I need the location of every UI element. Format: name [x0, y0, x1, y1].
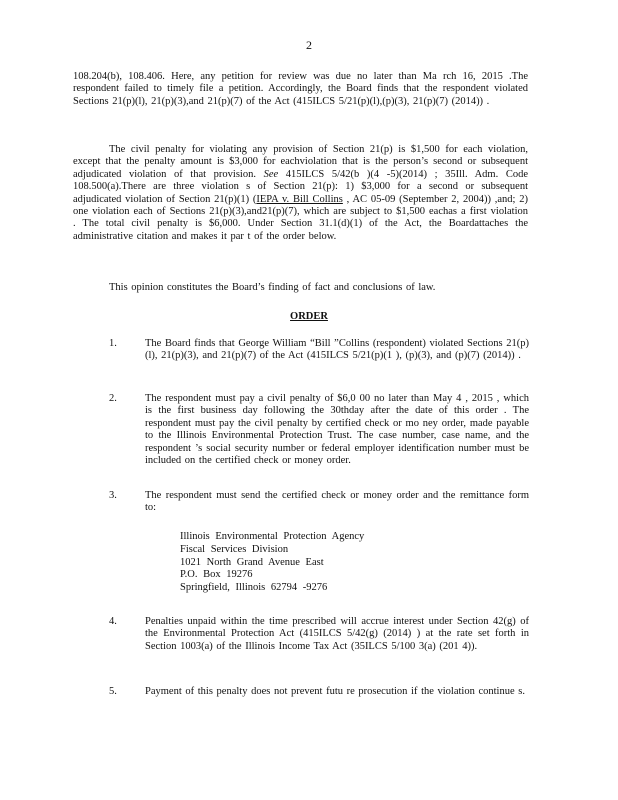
order-item-text: The respondent must send the certified check or money order and the remittance form to:	[145, 490, 529, 514]
address-line: Springfield, Illinois 62794 -9276	[180, 582, 328, 594]
order-heading: ORDER	[290, 311, 328, 322]
paragraph-civil-penalty	[73, 144, 528, 243]
order-item-number: 3.	[109, 490, 117, 501]
order-item-number: 5.	[109, 686, 117, 697]
case-citation: IEPA v. Bill Collins	[256, 193, 343, 205]
address-line: P.O. Box 19276	[180, 569, 253, 581]
order-item-text: Payment of this penalty does not prevent futu re prosecution if the violation continue s.	[145, 686, 525, 697]
address-line: 1021 North Grand Avenue East	[180, 556, 324, 568]
order-item-number: 2.	[109, 393, 117, 404]
penalty-text-part3: , AC 05-09 (September 2, 2004)) ,and; 2) one violation each of Sections 21(p)(3),and21(p)(7), which are subject to $1,500 eachas a first violation . The total civil penalty is $6,000. Under Section 31.1(d)(1) of the Act, the Boardattaches the administrative citation and makes it par t of the order below.	[73, 193, 528, 242]
order-item-text: The respondent must pay a civil penalty of $6,0 00 no later than May 4 , 2015 , which is the first business day following the 30thday after the date of this order . The respondent must pay the civil penalty by certified check or mo ney order, made payable to the Illinois Environmental Protection Trust. The case number, case name, and the respondent ’s social security number or federal employer identification number must be included on the certified check or money order.	[145, 393, 529, 467]
see-signal: See	[263, 168, 279, 180]
address-line: Fiscal Services Division	[180, 543, 289, 555]
mailing-address	[180, 531, 364, 595]
order-item-text: The Board finds that George William “Bill ”Collins (respondent) violated Sections 21(p)(l), 21(p)(3), and 21(p)(7) of the Act (415ILCS 5/21(p)(1 ), (p)(3), and (p)(7) (2014)) .	[145, 338, 529, 362]
paragraph-opinion-statement: This opinion constitutes the Board’s finding of fact and conclusions of law.	[109, 282, 436, 293]
page-number: 2	[306, 38, 312, 52]
order-item-text: Penalties unpaid within the time prescribed will accrue interest under Section 42(g) of the Environmental Protection Act (415ILCS 5/42(g) (2014) ) at the rate set forth in Section 1003(a) of the Illinois Income Tax Act (35ILCS 5/100 3(a) (201 4)).	[145, 616, 529, 652]
order-item-number: 1.	[109, 338, 117, 349]
penalty-text-part2: 415ILCS 5/42(b )(4 -5)(2014) ; 35Ill. Adm. Code 108.500(a).There are three violation s of Section 21(p): 1) $3,000 for a second or subsequent adjudicated violation of Section 21(p)(1) (	[73, 168, 528, 205]
paragraph-findings-intro: 108.204(b), 108.406. Here, any petition for review was due no later than Ma rch 16, 2015 .The respondent failed to timely file a petition. Accordingly, the Board finds that the respondent violated Sections 21(p)(l), 21(p)(3),and 21(p)(7) of the Act (415ILCS 5/21(p)(l),(p)(3), 21(p)(7) (2014)) .	[73, 71, 528, 107]
address-line: Illinois Environmental Protection Agency	[180, 531, 365, 542]
penalty-text-part1: The civil penalty for violating any provision of Section 21(p) is $1,500 for each violation, except that the penalty amount is $3,000 for eachviolation that is the person’s second or subsequent adjudicated violation of that provision.	[73, 144, 528, 180]
order-item-number: 4.	[109, 616, 117, 627]
